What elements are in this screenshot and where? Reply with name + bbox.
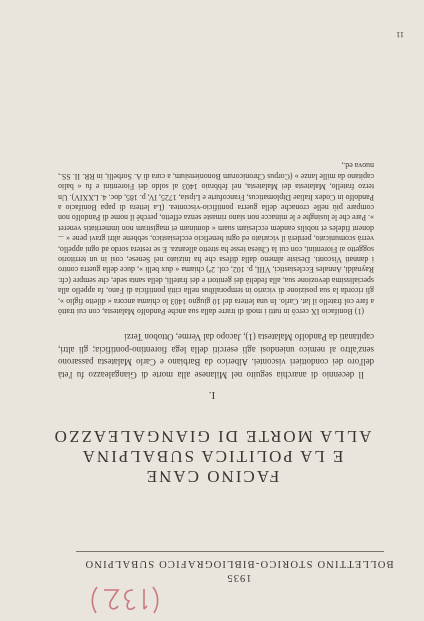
article-title-line-1: FACINO CANE [144,467,280,486]
body-text [58,331,374,381]
journal-header: BOLLETTINO STORICO-BIBLIOGRAFICO SUBALPINO [84,558,394,569]
handwritten-annotation [90,585,160,617]
section-number: I. [208,389,216,401]
article-title-line-3: ALLA MORTE DI GIANGALEAZZO [52,427,372,446]
page-number: 11 [396,30,404,39]
footnote-paragraph: (1) Bonifacio IX cercò in tutti i modi di trarre dalla sua anche Pandolfo Malatesta, con cui trattò a fare col fratello il lat. Carlo. In una lettera del 10 giugno 1403 lo chiama ancora « diletto figlio », gli ricorda la sua posizione di vicario in temporalibus nella città pontificia di Fano, fa appello alla specialissima devozione sua, alla fedeltà dei genitori e dei fratelli, della santa sede, che sempre (cfr. Raynaldi, Annales Ecclesiastici, VIII, p. 102, col. 2ª) chiama « dux belli », duce della guerra contro i dannati Visconti. Desiste almeno dalla difesa che ha iniziato nel Senese, così in un territorio soggetto ai Fiorentini, con cui la Chiesa tesse ha stretto alleanza. E se restera sordo ad ogni appello, verrà scomunicato, perderà il vicariato ed ogni beneficio ecclesiastico, sebbene altri gravi pene « ... donent fideles et nobilis eandem ecclesiam suam « dominam et magistram non immeritatis veneret ». Pare che le lusinghe e le minacce non siano rimaste senza effetto, perchè il nome di Pandolfo non compare più nelle cronache della guerra pontificio-viscontea. (La lettera di papa Bonifacio a Pandolfo in Codex Italiae Diplomaticus, Francofurte e Lipsia, 1725, IV, p. 185, doc. 4. LXXIV). Un terzo fratello, Malatesta dei Malatesta, nel febbraio 1403 al soldo dei Fiorentini e fu « balio capitano da mille lanze » (Corpus Chronicorum Bononiensium, a cura di A. Sorbelli, in RR. II. SS., nuova ed., [58,161,374,316]
header-rule [76,551,384,552]
body-paragraph: Il decennio di anarchia seguito nel Milanese alla morte di Giangaleazzo fu l'età dell'oro dei condottieri viscontei. Alberico da Barbiano e Carlo Malatesta passarono senz'altro al nemico uniendosi agli eserciti della lega fiorentino-pontificia; gli altri, capitanati da Pandolfo Malatesta (1), Jacopo dal Verme, Ottobon Terzi [58,332,374,380]
article-title-line-2: E LA POLITICA SUBALPINA [80,447,344,466]
footnote [58,160,374,316]
journal-year: 1935 [226,572,252,583]
